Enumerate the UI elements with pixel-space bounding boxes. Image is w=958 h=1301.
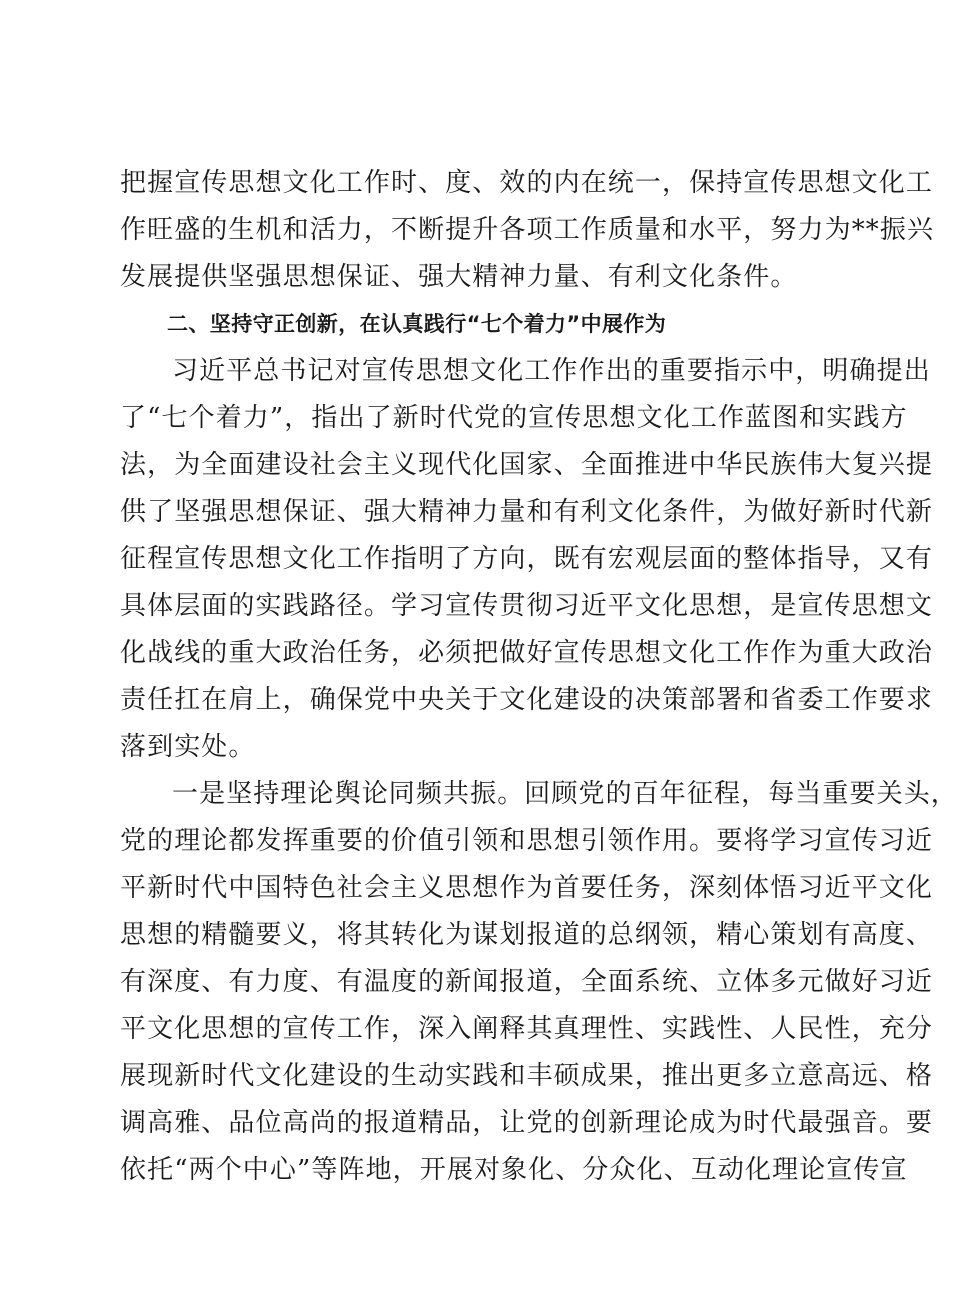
paragraph-first-line: 习近平总书记对宣传思想文化工作作出的重要指示中，明确提出	[172, 356, 931, 386]
paragraph-first-line: 一是坚持理论舆论同频共振。回顾党的百年征程，每当重要关头，	[172, 779, 958, 809]
body-text-line: 具体层面的实践路径。学习宣传贯彻习近平文化思想，是宣传思想文	[120, 591, 934, 621]
body-text-line: 展现新时代文化建设的生动实践和丰硕成果，推出更多立意高远、格	[120, 1061, 934, 1091]
body-text-line: 平新时代中国特色社会主义思想作为首要任务，深刻体悟习近平文化	[120, 873, 934, 903]
body-text-line: 供了坚强思想保证、强大精神力量和有利文化条件，为做好新时代新	[120, 497, 934, 527]
body-text-line: 党的理论都发挥重要的价值引领和思想引领作用。要将学习宣传习近	[120, 826, 934, 856]
body-text-line: 思想的精髓要义，将其转化为谋划报道的总纲领，精心策划有高度、	[120, 920, 934, 950]
body-text-line: 平文化思想的宣传工作，深入阐释其真理性、实践性、人民性，充分	[120, 1014, 934, 1044]
body-text-line: 把握宣传思想文化工作时、度、效的内在统一，保持宣传思想文化工	[120, 168, 934, 198]
body-text-line: 依托“两个中心”等阵地，开展对象化、分众化、互动化理论宣传宣	[120, 1155, 908, 1185]
body-text-line: 化战线的重大政治任务，必须把做好宣传思想文化工作作为重大政治	[120, 638, 934, 668]
body-text-line: 征程宣传思想文化工作指明了方向，既有宏观层面的整体指导，又有	[120, 544, 934, 574]
body-text-line: 了“七个着力”，指出了新时代党的宣传思想文化工作蓝图和实践方	[120, 403, 908, 433]
body-text-line: 有深度、有力度、有温度的新闻报道，全面系统、立体多元做好习近	[120, 967, 934, 997]
body-text-line: 作旺盛的生机和活力，不断提升各项工作质量和水平，努力为**振兴	[120, 215, 935, 245]
body-text-line: 落到实处。	[120, 732, 256, 762]
body-text-line: 发展提供坚强思想保证、强大精神力量、有利文化条件。	[120, 262, 798, 292]
section-heading: 二、坚持守正创新，在认真践行“七个着力”中展作为	[167, 312, 667, 336]
body-text-line: 法，为全面建设社会主义现代化国家、全面推进中华民族伟大复兴提	[120, 450, 934, 480]
body-text-line: 责任扛在肩上，确保党中央关于文化建设的决策部署和省委工作要求	[120, 685, 934, 715]
body-text-line: 调高雅、品位高尚的报道精品，让党的创新理论成为时代最强音。要	[120, 1108, 934, 1138]
